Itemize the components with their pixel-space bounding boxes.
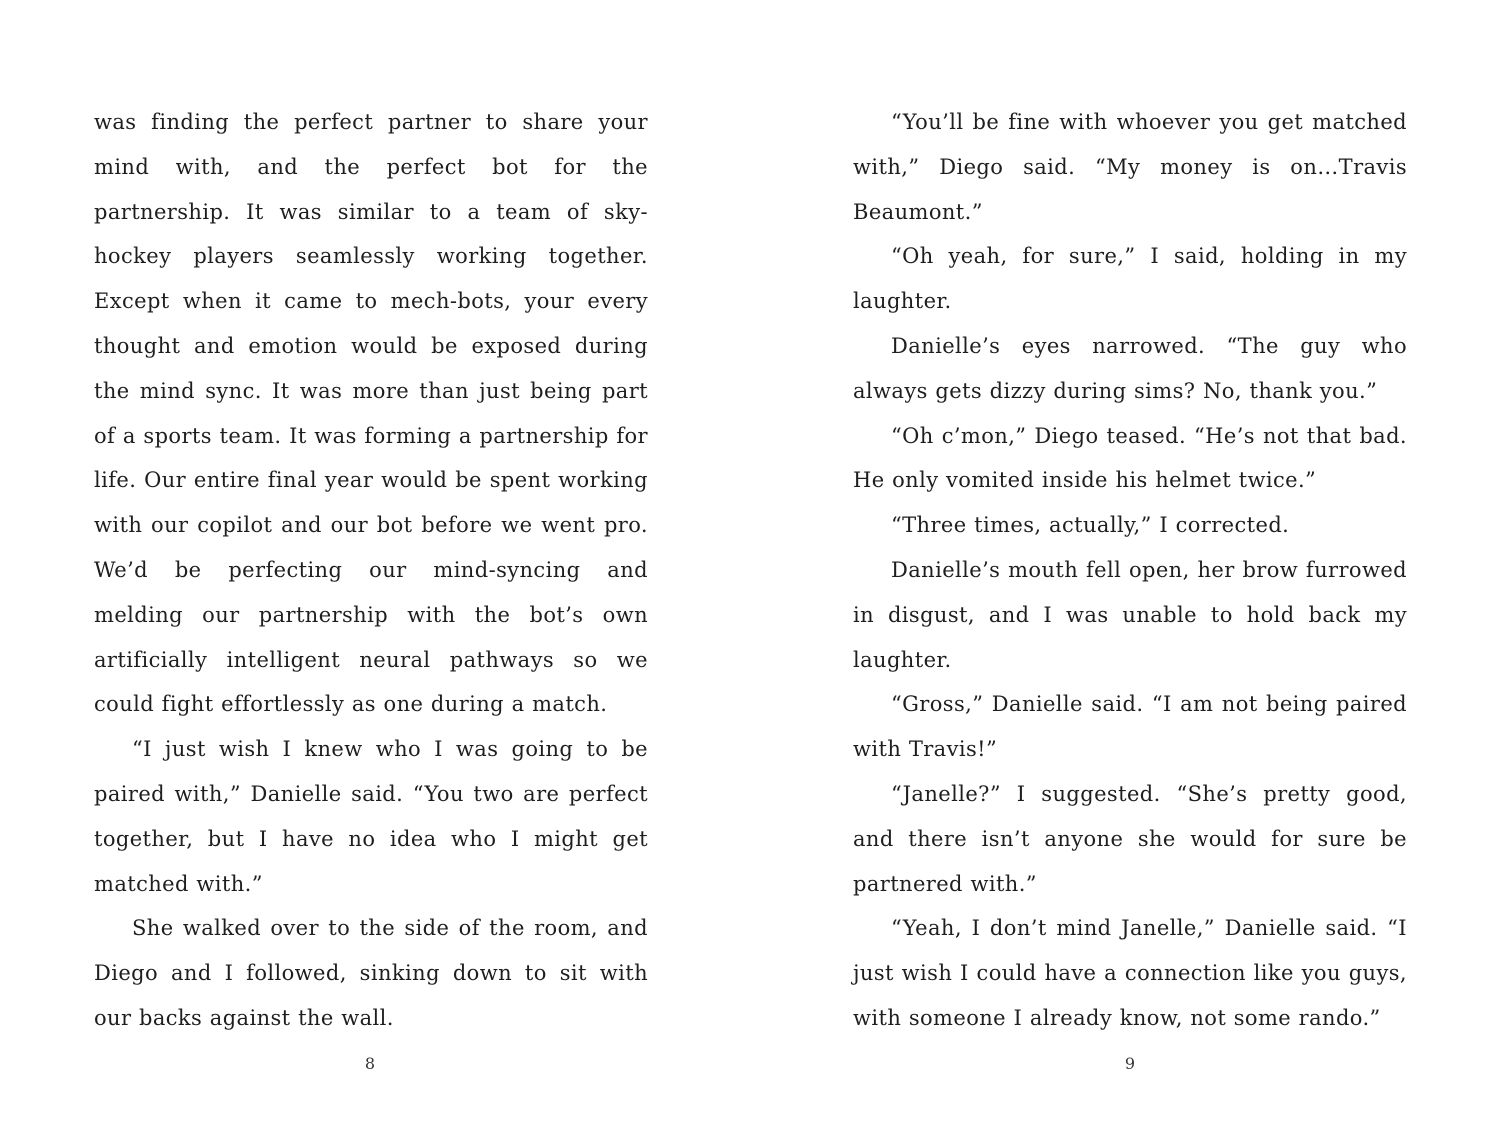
paragraph: She walked over to the side of the room, and Diego and I followed, sinking down to sit with our backs against the wall.	[94, 916, 648, 1030]
right-page-body	[853, 100, 1407, 1041]
paragraph: “You’ll be fine with whoever you get matched with,” Diego said. “My money is on…Travis Beaumont.”	[853, 110, 1407, 224]
paragraph: “Janelle?” I suggested. “She’s pretty good, and there isn’t anyone she would for sure be partnered with.”	[853, 781, 1407, 896]
paragraph: “Oh c’mon,” Diego teased. “He’s not that bad. He only vomited inside his helmet twice.”	[853, 423, 1407, 493]
paragraph: was finding the perfect partner to share your mind with, and the perfect bot for the partnership. It was similar to a team of sky-hockey players seamlessly working together. Except when it came to mech-bots, your every thought and emotion would be exposed during the mind sync. It was more than just being part of a sports team. It was forming a partnership for life. Our entire final year would be spent working with our copilot and our bot before we went pro. We’d be perfecting our mind-syncing and melding our partnership with the bot’s own artificially intelligent neural pathways so we could fight effortlessly as one during a match.	[94, 110, 648, 717]
paragraph: “Gross,” Danielle said. “I am not being paired with Travis!”	[853, 692, 1407, 762]
paragraph: “Yeah, I don’t mind Janelle,” Danielle said. “I just wish I could have a connection like you guys, with someone I already know, not some rando.”	[853, 916, 1407, 1030]
paragraph: “I just wish I knew who I was going to be paired with,” Danielle said. “You two are perfect together, but I have no idea who I might get matched with.”	[94, 737, 648, 896]
paragraph: “Oh yeah, for sure,” I said, holding in my laughter.	[853, 244, 1407, 314]
paragraph: Danielle’s eyes narrowed. “The guy who always gets dizzy during sims? No, thank you.”	[853, 333, 1407, 403]
page-number: 8	[364, 1054, 376, 1073]
paragraph: “Three times, actually,” I corrected.	[891, 513, 1290, 538]
page-number: 9	[1124, 1054, 1136, 1073]
paragraph: Danielle’s mouth fell open, her brow furrowed in disgust, and I was unable to hold back my laughter.	[853, 557, 1407, 672]
left-page-body	[94, 100, 648, 1041]
